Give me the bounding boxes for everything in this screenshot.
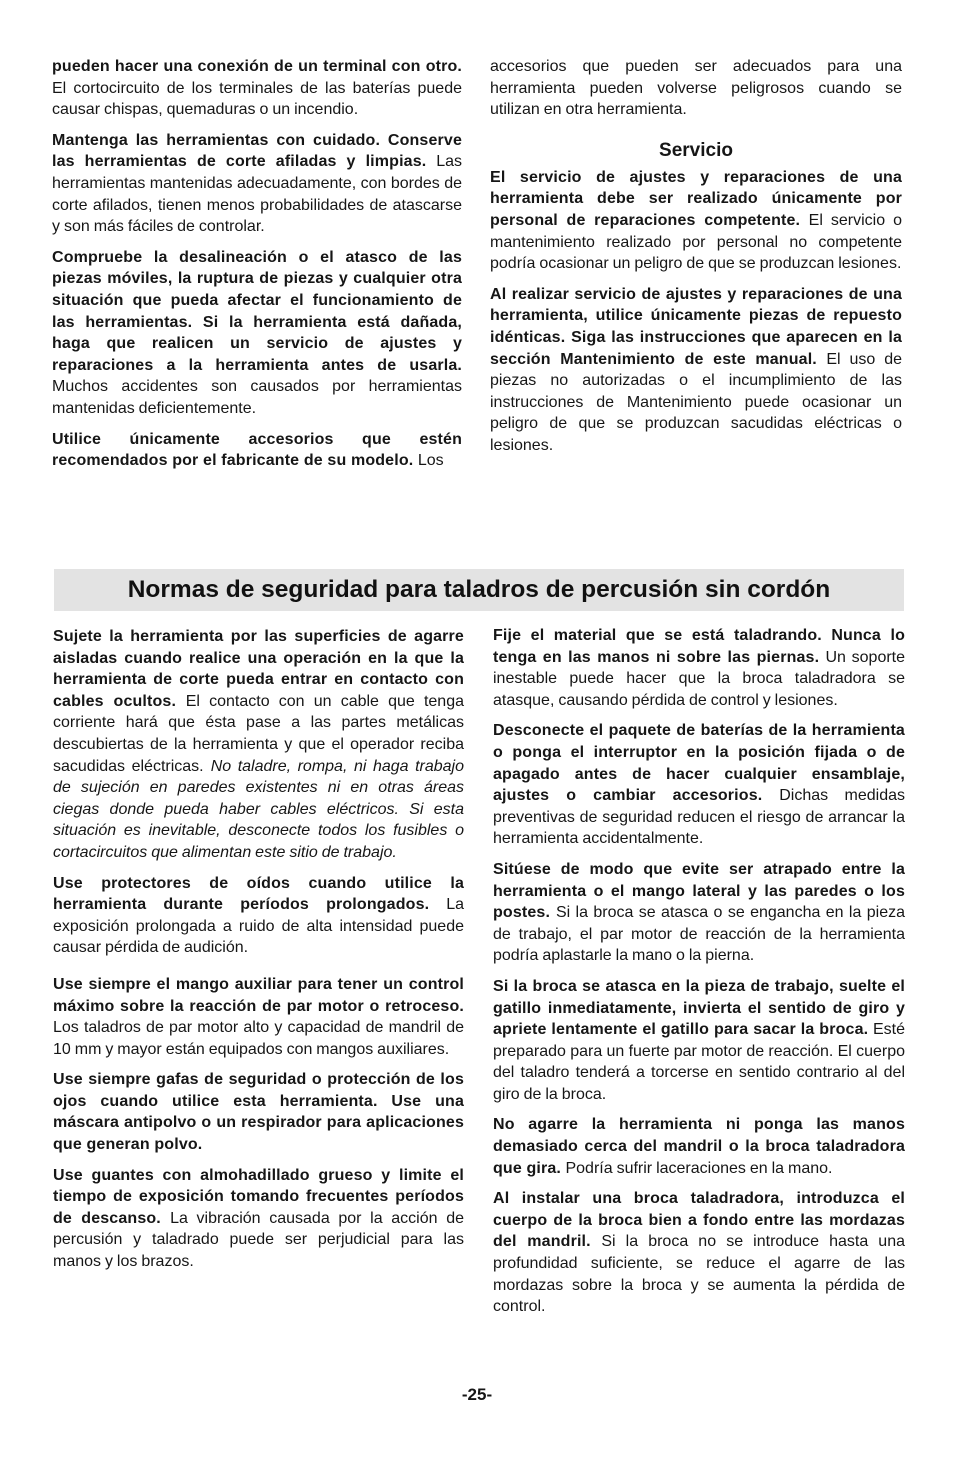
warning-text: Si la broca se atasca en la pieza de trabajo, suelte el gatillo inmediatamente, invierta el sentido de giro y apriete lentamente el gatillo para sacar la broca. xyxy=(493,977,905,1039)
warning-text: Use siempre gafas de seguridad o protección de los ojos cuando utilice esta herramienta. Use una máscara antipolvo o un respirador para aplicaciones que generan polvo. xyxy=(53,1071,464,1154)
safety-paragraph xyxy=(53,1069,464,1155)
safety-paragraph xyxy=(52,429,462,472)
safety-paragraph xyxy=(52,130,462,238)
explanation-text: El contacto con un cable que tenga corriente hará que ésta pase a las partes metálicas descubiertas de la herramienta y que el operador reciba sacudidas eléctricas. xyxy=(53,692,464,775)
explanation-text: Un soporte inestable puede hacer que la broca taladradora se atasque, causando pérdida de control y lesiones. xyxy=(493,648,906,709)
explanation-text: Si la broca se atasca o se engancha en la pieza de trabajo, el par motor de reacción de la herramienta podría aplastarle la mano o la pierna. xyxy=(493,904,905,965)
warning-text: Compruebe la desalineación o el atasco de las piezas móviles, la ruptura de piezas y cualquier otra situación que pueda afectar el funcionamiento de las herramientas. Si la herramienta está dañada, haga que realicen un servicio de ajustes y reparaciones a la herramienta antes de usarla. xyxy=(52,248,462,374)
explanation-text: Si la broca no se introduce hasta una profundidad suficiente, se reduce el agarre de las mordazas sobre la broca y se aumenta la pérdida de control. xyxy=(493,1233,905,1316)
explanation-text: El uso de piezas no autorizadas o el incumplimiento de las instrucciones de Mantenimiento puede ocasionar un peligro de que se produzcan sacudidas eléctricas o lesiones. xyxy=(490,350,902,454)
explanation-text: Las herramientas mantenidas adecuadamente, con bordes de corte afilados, tienen menos probabilidades de atascarse y son más fáciles de controlar. xyxy=(52,153,462,236)
safety-paragraph xyxy=(493,976,905,1106)
explanation-text: La exposición prolongada a ruido de alta intensidad puede causar pérdida de audición. xyxy=(53,896,464,957)
bottom-left-column xyxy=(53,626,464,1282)
safety-paragraph xyxy=(53,626,464,864)
warning-text: Al realizar servicio de ajustes y reparaciones de una herramienta, utilice únicamente piezas de repuesto idénticas. Siga las instrucciones que aparecen en la sección Mantenimiento de este manual. xyxy=(490,285,902,368)
explanation-text: El servicio o mantenimiento realizado por personal no competente podría ocasionar un peligro de que se produzcan lesiones. xyxy=(490,211,903,273)
warning-text: Desconecte el paquete de baterías de la herramienta o ponga el interruptor en la posición fijada o de apagado antes de hacer cualquier ensamblaje, ajustes o cambiar accesorios. xyxy=(493,722,905,805)
section-title: Normas de seguridad para taladros de percusión sin cordón xyxy=(127,576,831,603)
safety-paragraph xyxy=(490,167,902,275)
section-title-banner xyxy=(54,569,904,611)
warning-text: pueden hacer una conexión de un terminal con otro. xyxy=(52,58,462,75)
explanation-text: Muchos accidentes son causados por herramientas mantenidas deficientemente. xyxy=(52,378,462,417)
explanation-text: Esté preparado para un fuerte par motor de reacción. El cuerpo del taladro tenderá a torcerse en sentido contrario al del giro de la broca. xyxy=(493,1021,905,1103)
safety-paragraph xyxy=(493,720,905,850)
safety-paragraph xyxy=(52,56,462,121)
warning-text: Use guantes con almohadillado grueso y limite el tiempo de exposición tomando frecuentes períodos de descanso. xyxy=(53,1166,464,1227)
explanation-text: El cortocircuito de los terminales de las baterías puede causar chispas, quemaduras o un incendio. xyxy=(52,79,462,119)
top-right-column xyxy=(490,56,902,466)
page-number: -25- xyxy=(461,1385,493,1404)
warning-text: Sujete la herramienta por las superficies de agarre aisladas cuando realice una operación en la que la herramienta de corte pueda entrar en contacto con cables ocultos. xyxy=(53,628,464,710)
safety-paragraph xyxy=(52,247,462,420)
safety-paragraph xyxy=(493,625,905,711)
explanation-text: Podría sufrir laceraciones en la mano. xyxy=(565,1159,833,1177)
warning-text: Mantenga las herramientas con cuidado. Conserve las herramientas de corte afiladas y limpias. xyxy=(52,131,462,171)
warning-text: Al instalar una broca taladradora, introduzca el cuerpo de la broca bien a fondo entre las mordazas del mandril. xyxy=(493,1190,905,1251)
safety-paragraph xyxy=(490,284,902,457)
section-heading-servicio: Servicio xyxy=(659,139,733,161)
safety-paragraph xyxy=(493,859,905,967)
warning-text: No agarre la herramienta ni ponga las manos demasiado cerca del mandril o la broca taladradora que gira. xyxy=(493,1116,905,1177)
explanation-text: Los xyxy=(417,452,444,470)
top-left-column xyxy=(52,56,462,481)
warning-text: Utilice únicamente accesorios que estén recomendados por el fabricante de su modelo. xyxy=(52,430,462,470)
warning-text: Use siempre el mango auxiliar para tener un control máximo sobre la reacción de par motor o retroceso. xyxy=(53,975,464,1015)
warning-text: Use protectores de oídos cuando utilice la herramienta durante períodos prolongados. xyxy=(53,874,464,914)
explanation-text: Dichas medidas preventivas de seguridad reducen el riesgo de arrancar la herramienta accidentalmente. xyxy=(493,787,905,848)
safety-paragraph xyxy=(493,1188,905,1318)
safety-paragraph xyxy=(53,1165,464,1273)
explanation-text: Los taladros de par motor alto y capacidad de mandril de 10 mm y mayor están equipados con mangos auxiliares. xyxy=(53,1019,464,1058)
safety-paragraph xyxy=(53,974,464,1060)
warning-text: El servicio de ajustes y reparaciones de una herramienta debe ser realizado únicamente por personal de reparaciones competente. xyxy=(490,168,902,229)
safety-paragraph xyxy=(53,873,464,959)
explanation-text: La vibración causada por la acción de percusión y taladrado puede ser perjudicial para las manos y los brazos. xyxy=(53,1209,464,1271)
continued-paragraph xyxy=(490,56,902,121)
warning-text: Fije el material que se está taladrando. Nunca lo tenga en las manos ni sobre las piernas. xyxy=(493,627,905,666)
bottom-right-column xyxy=(493,625,905,1327)
explanation-text: accesorios que pueden ser adecuados para una herramienta pueden volverse peligrosos cuando se utilizan en otra herramienta. xyxy=(490,58,902,119)
italic-note: No taladre, rompa, ni haga trabajo de sujeción en paredes existentes ni en otras áreas ciegas donde pueda haber cables eléctricos. Si esta situación es inevitable, desconecte todos los fusibles o cortacircuitos que alimentan este sitio de trabajo. xyxy=(53,757,465,861)
warning-text: Sitúese de modo que evite ser atrapado entre la herramienta o el mango lateral y las paredes o los postes. xyxy=(493,860,905,922)
safety-paragraph xyxy=(493,1114,905,1179)
